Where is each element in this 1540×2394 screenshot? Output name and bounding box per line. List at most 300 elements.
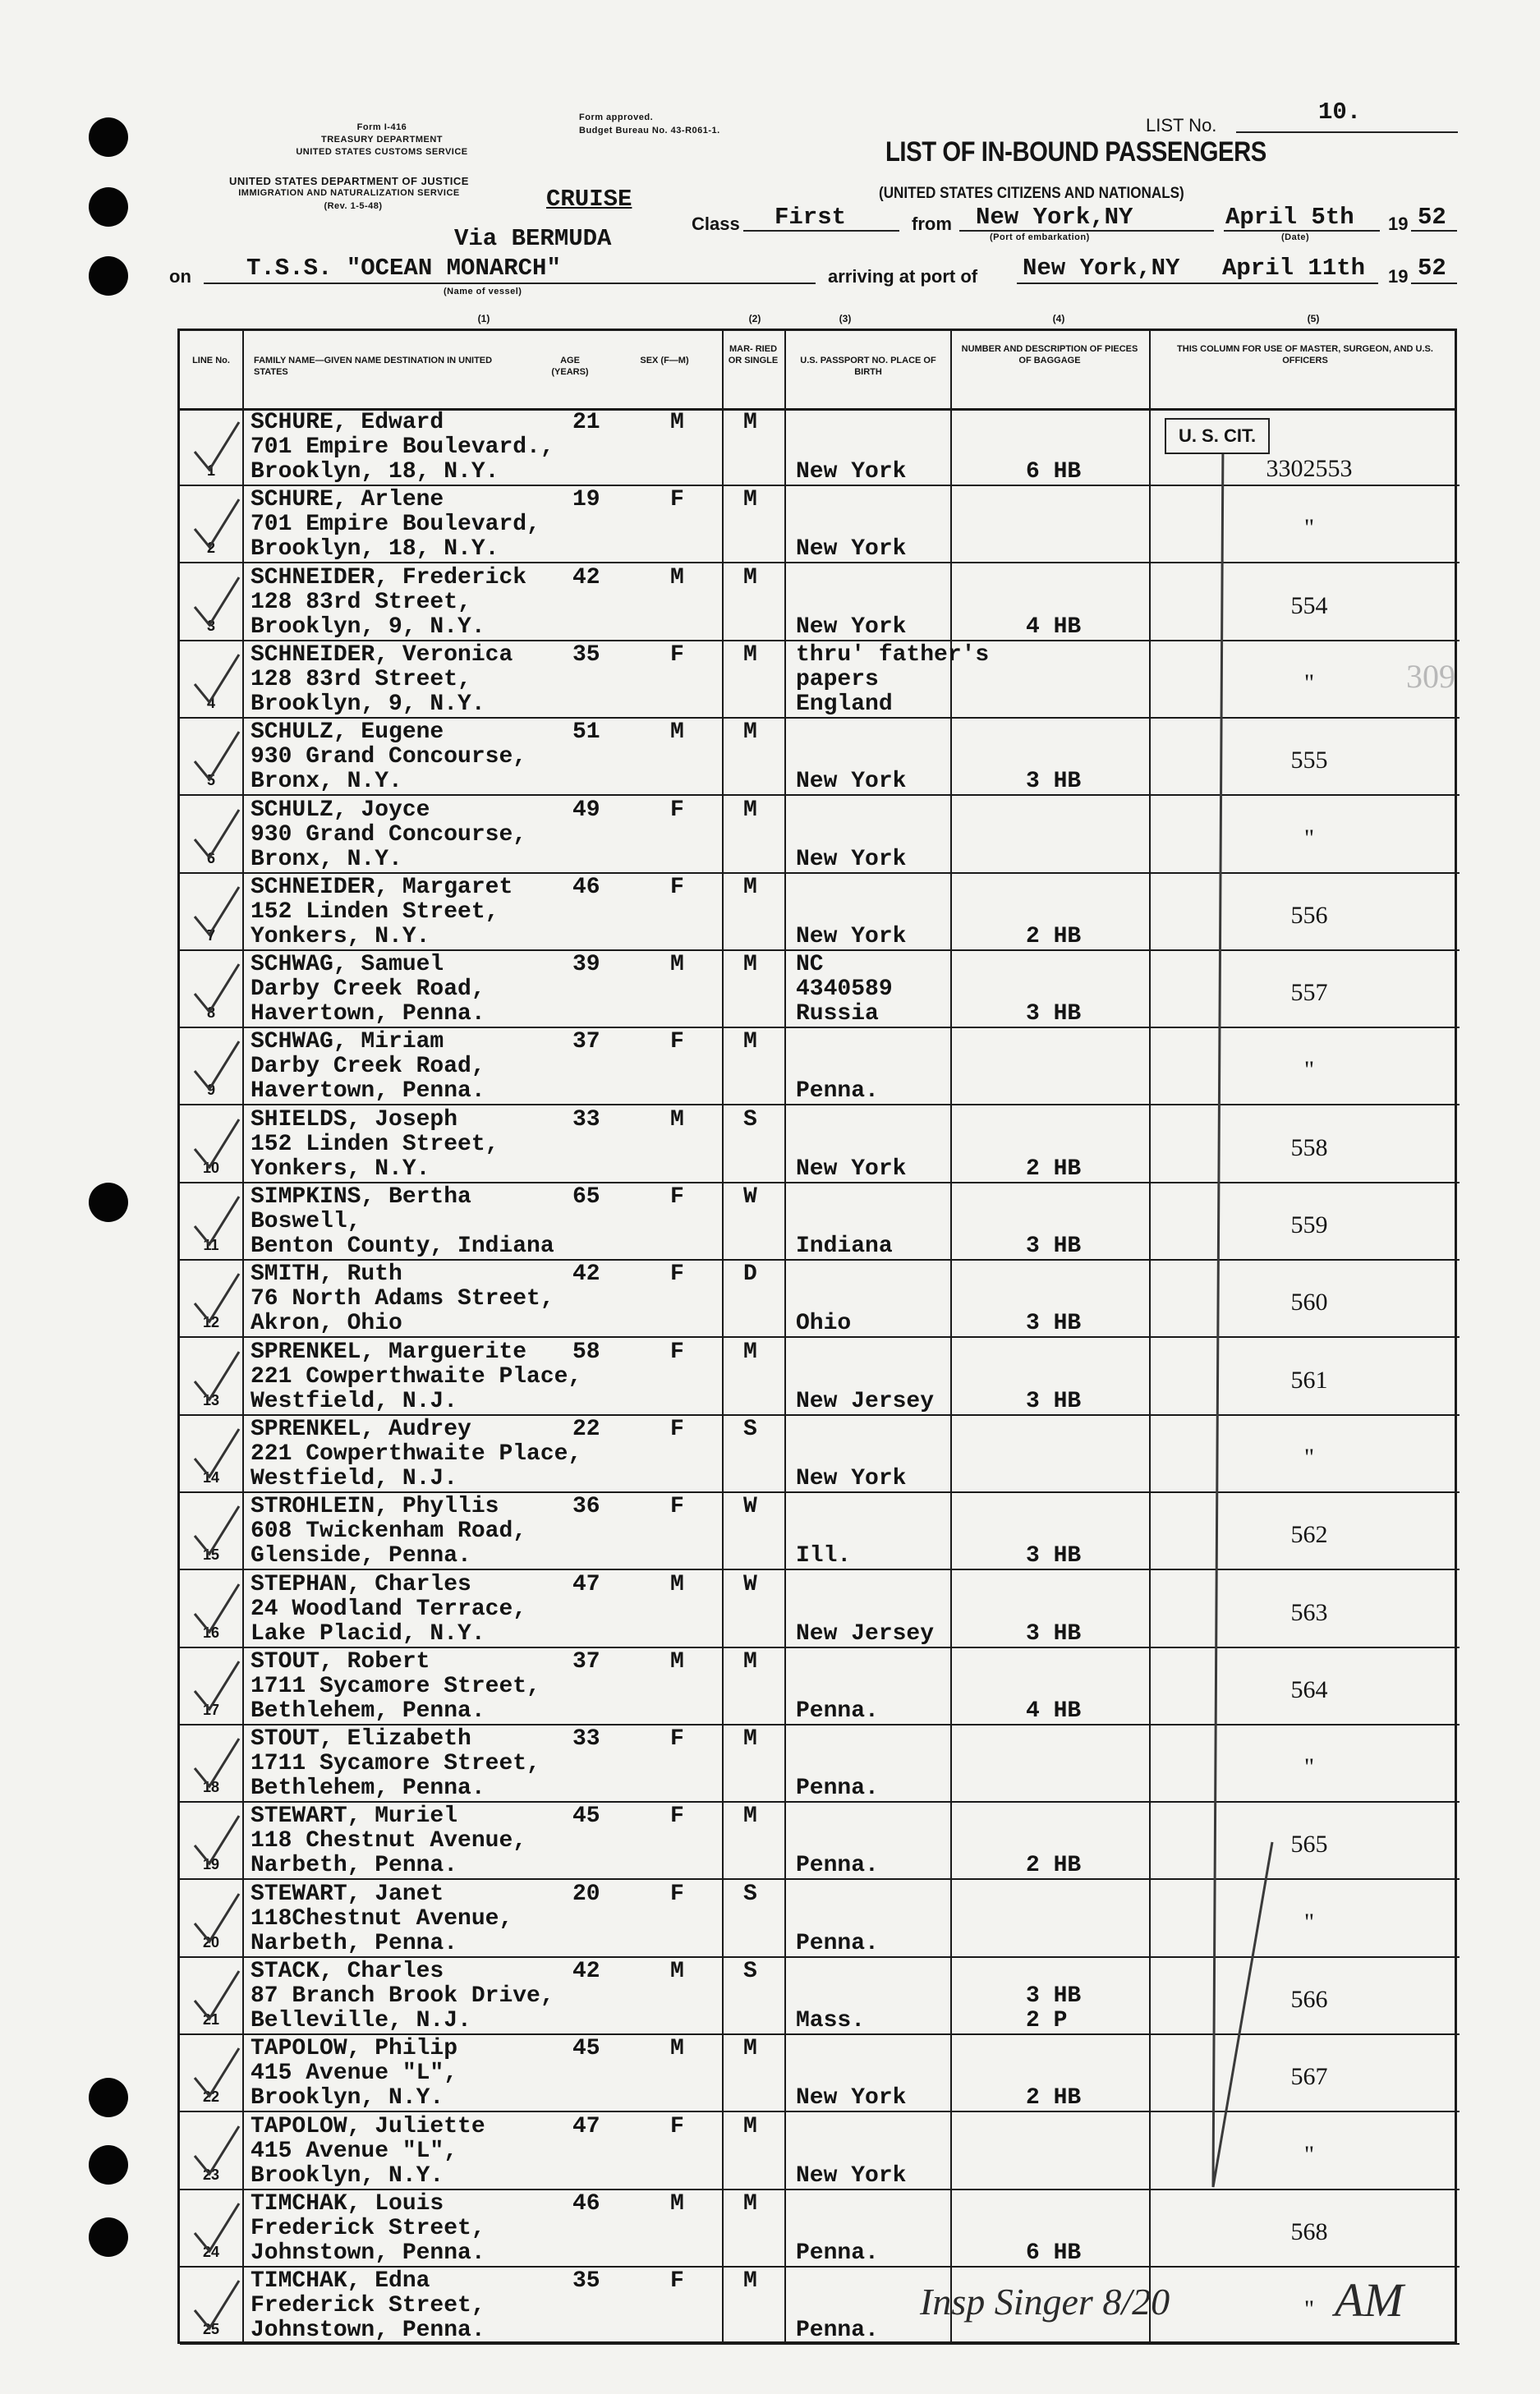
certificate-number: 3302553 <box>1266 455 1353 482</box>
baggage-line-1: 6 HB <box>1026 459 1082 485</box>
address-line-1: 128 83rd Street, <box>251 666 471 692</box>
checkmark-icon <box>191 728 241 786</box>
passenger-name: STROHLEIN, Phyllis <box>251 1494 499 1520</box>
baggage-line-1: 2 HB <box>1026 2085 1082 2111</box>
certificate-number: 563 <box>1290 1598 1328 1626</box>
baggage-line-1: 3 HB <box>1026 1543 1082 1569</box>
address-line-1: 415 Avenue "L", <box>251 2138 458 2164</box>
passenger-name: SCHURE, Arlene <box>251 487 444 513</box>
col-number-4: (4) <box>1052 313 1065 324</box>
passenger-name: SCHNEIDER, Margaret <box>251 874 513 900</box>
from-port: New York,NY <box>976 204 1133 231</box>
header-baggage: NUMBER AND DESCRIPTION OF PIECES OF BAGGAGE <box>961 344 1138 365</box>
list-no-underline <box>1236 131 1458 133</box>
sex-value: F <box>670 1261 684 1288</box>
age-value: 42 <box>572 1261 600 1288</box>
birth-line-2: 4340589 <box>796 976 893 1003</box>
passenger-name: TAPOLOW, Juliette <box>251 2113 485 2139</box>
on-label: on <box>169 266 191 287</box>
form-approved: Form approved. <box>579 113 654 122</box>
address-line-2: Johnstown, Penna. <box>251 2240 485 2266</box>
certificate-number: 562 <box>1290 1521 1328 1549</box>
certificate-number: 565 <box>1290 1831 1328 1859</box>
address-line-2: Bronx, N.Y. <box>251 846 402 872</box>
certificate-number: 568 <box>1290 2217 1328 2245</box>
line-number: 12 <box>202 1314 220 1331</box>
marital-status: M <box>743 487 757 513</box>
certificate-number: 566 <box>1290 1986 1328 2013</box>
age-value: 46 <box>572 2190 600 2217</box>
page-title: LIST OF IN-BOUND PASSENGERS <box>885 136 1266 168</box>
age-value: 65 <box>572 1184 600 1210</box>
birth-place: Russia <box>796 1001 879 1027</box>
address-line-1: Frederick Street, <box>251 2215 485 2241</box>
age-value: 46 <box>572 874 600 900</box>
age-value: 20 <box>572 1881 600 1907</box>
arrival-year-underline <box>1411 283 1457 284</box>
sex-value: M <box>670 410 684 435</box>
marital-status: S <box>743 1106 757 1133</box>
checkmark-icon <box>191 2045 241 2102</box>
header-married: MAR- RIED OR SINGLE <box>728 344 779 365</box>
address-line-1: 221 Cowperthwaite Place, <box>251 1441 582 1467</box>
address-line-2: Brooklyn, 9, N.Y. <box>251 691 485 717</box>
address-line-1: Darby Creek Road, <box>251 976 485 1003</box>
passenger-name: SHIELDS, Joseph <box>251 1106 458 1133</box>
sex-value: F <box>670 1494 684 1520</box>
checkmark-icon <box>191 1349 241 1406</box>
baggage-line-1: 6 HB <box>1026 2240 1082 2266</box>
passenger-name: SCHNEIDER, Veronica <box>251 641 513 668</box>
address-line-1: 415 Avenue "L", <box>251 2061 458 2087</box>
address-line-1: 76 North Adams Street, <box>251 1286 554 1312</box>
binder-hole <box>89 256 128 296</box>
baggage-line-1: 4 HB <box>1026 1698 1082 1724</box>
sex-value: M <box>670 719 684 746</box>
marital-status: M <box>743 2036 757 2062</box>
birth-place: Ohio <box>796 1311 852 1337</box>
address-line-1: 930 Grand Concourse, <box>251 744 527 770</box>
address-line-2: Johnstown, Penna. <box>251 2318 485 2344</box>
vessel-underline <box>204 283 816 284</box>
sex-value: M <box>670 1571 684 1597</box>
baggage-line-1: 3 HB <box>1026 1620 1082 1647</box>
address-line-1: Boswell, <box>251 1209 361 1234</box>
line-number: 13 <box>202 1391 220 1408</box>
address-line-1: Frederick Street, <box>251 2293 485 2319</box>
checkmark-icon <box>191 1581 241 1638</box>
age-value: 37 <box>572 1029 600 1055</box>
birth-place: New York <box>796 1465 907 1491</box>
checkmark-icon <box>191 574 241 632</box>
address-line-1: 152 Linden Street, <box>251 1131 499 1157</box>
baggage-line-1: 3 HB <box>1026 1983 1082 2009</box>
line-number: 6 <box>206 849 215 866</box>
certificate-number: 561 <box>1290 1366 1328 1394</box>
marital-status: M <box>743 1029 757 1055</box>
col-number-2: (2) <box>748 313 761 324</box>
birth-place: New York <box>796 613 907 640</box>
certificate-number: " <box>1303 2295 1315 2323</box>
marital-status: M <box>743 719 757 746</box>
via-label: Via BERMUDA <box>454 225 612 252</box>
marital-status: M <box>743 2268 757 2295</box>
class-label: Class <box>692 214 740 234</box>
passenger-name: SCHWAG, Samuel <box>251 952 444 978</box>
checkmark-icon <box>191 1038 241 1096</box>
address-line-2: Brooklyn, 18, N.Y. <box>251 536 499 563</box>
marital-status: M <box>743 1804 757 1830</box>
marital-status: S <box>743 1959 757 1984</box>
marital-status: S <box>743 1416 757 1442</box>
inspector-signature: Insp Singer 8/20 <box>920 2281 1170 2323</box>
header-sex: SEX (F—M) <box>640 356 689 365</box>
baggage-line-1: 4 HB <box>1026 613 1082 640</box>
certificate-number: 564 <box>1290 1675 1328 1703</box>
line-number: 21 <box>202 2011 220 2028</box>
line-number: 4 <box>206 694 215 711</box>
birth-place: New York <box>796 846 907 872</box>
vessel-name: T.S.S. "OCEAN MONARCH" <box>246 255 561 282</box>
age-value: 42 <box>572 564 600 590</box>
sex-value: F <box>670 797 684 823</box>
sex-value: F <box>670 1339 684 1365</box>
sex-value: F <box>670 487 684 513</box>
departure-date: April 5th <box>1225 204 1354 231</box>
line-number: 24 <box>202 2243 220 2260</box>
line-number: 25 <box>202 2321 220 2338</box>
marital-status: W <box>743 1494 757 1520</box>
margin-stamp-number: 309 <box>1406 658 1455 695</box>
line-number: 15 <box>202 1546 220 1564</box>
certificate-number: " <box>1303 669 1315 696</box>
address-line-2: Westfield, N.J. <box>251 1388 458 1414</box>
sex-value: M <box>670 2190 684 2217</box>
arrival-underline <box>1017 283 1378 284</box>
line-number: 14 <box>202 1468 220 1486</box>
baggage-line-1: 3 HB <box>1026 1001 1082 1027</box>
line-number: 3 <box>206 617 215 634</box>
address-line-2: Brooklyn, N.Y. <box>251 2085 444 2111</box>
baggage-line-1: 3 HB <box>1026 769 1082 795</box>
arrival-port: New York,NY <box>1023 255 1180 282</box>
address-line-2: Brooklyn, 18, N.Y. <box>251 459 499 485</box>
page-subtitle: (UNITED STATES CITIZENS AND NATIONALS) <box>879 185 1184 202</box>
checkmark-icon <box>191 961 241 1018</box>
age-value: 42 <box>572 1959 600 1984</box>
checkmark-icon <box>191 1271 241 1328</box>
line-number: 8 <box>206 1004 215 1022</box>
marital-status: M <box>743 410 757 435</box>
marital-status: M <box>743 797 757 823</box>
marital-status: W <box>743 1571 757 1597</box>
age-value: 47 <box>572 1571 600 1597</box>
sex-value: M <box>670 952 684 978</box>
passenger-name: TIMCHAK, Edna <box>251 2268 430 2295</box>
sex-value: F <box>670 1804 684 1830</box>
sex-value: F <box>670 2113 684 2139</box>
checkmark-icon <box>191 1891 241 1948</box>
sex-value: F <box>670 1184 684 1210</box>
officer-tick-stroke <box>1165 430 1330 2318</box>
line-number: 22 <box>202 2088 220 2106</box>
certificate-number: 559 <box>1290 1211 1328 1238</box>
line-number: 19 <box>202 1856 220 1873</box>
header-age: AGE (YEARS) <box>551 356 589 377</box>
port-embarkation-caption: (Port of embarkation) <box>990 232 1090 242</box>
certificate-number: 567 <box>1290 2063 1328 2091</box>
address-line-1: 118 Chestnut Avenue, <box>251 1828 527 1854</box>
address-line-1: 128 83rd Street, <box>251 589 471 615</box>
checkmark-icon <box>191 1193 241 1251</box>
dept-customs: UNITED STATES CUSTOMS SERVICE <box>296 147 468 157</box>
address-line-2: Benton County, Indiana <box>251 1234 554 1259</box>
certificate-number: 557 <box>1290 979 1328 1007</box>
address-line-2: Akron, Ohio <box>251 1311 402 1337</box>
address-line-1: 1711 Sycamore Street, <box>251 1673 540 1699</box>
certificate-number: 556 <box>1290 901 1328 929</box>
sex-value: F <box>670 874 684 900</box>
line-number: 20 <box>202 1933 220 1951</box>
address-line-1: 701 Empire Boulevard., <box>251 434 554 460</box>
line-number: 11 <box>203 1237 219 1253</box>
address-line-2: Havertown, Penna. <box>251 1078 485 1105</box>
checkmark-icon <box>191 1658 241 1716</box>
passenger-name: STEPHAN, Charles <box>251 1571 471 1597</box>
birth-line-1: NC <box>796 952 824 978</box>
age-value: 49 <box>572 797 600 823</box>
age-value: 47 <box>572 2113 600 2139</box>
col-number-3: (3) <box>839 313 852 324</box>
age-value: 33 <box>572 1106 600 1133</box>
age-value: 37 <box>572 1648 600 1675</box>
age-value: 22 <box>572 1416 600 1442</box>
dept-justice: UNITED STATES DEPARTMENT OF JUSTICE <box>229 175 469 187</box>
checkmark-icon <box>191 1735 241 1793</box>
birth-place: New Jersey <box>796 1388 935 1414</box>
row-divider <box>180 2343 1460 2345</box>
marital-status: M <box>743 874 757 900</box>
address-line-1: 1711 Sycamore Street, <box>251 1751 540 1777</box>
age-value: 35 <box>572 2268 600 2295</box>
age-value: 45 <box>572 2036 600 2062</box>
address-line-2: Brooklyn, 9, N.Y. <box>251 613 485 640</box>
passenger-table <box>177 313 1457 2344</box>
birth-place: New York <box>796 459 907 485</box>
line-number: 7 <box>206 926 215 944</box>
age-value: 39 <box>572 952 600 978</box>
marital-status: W <box>743 1184 757 1210</box>
marital-status: D <box>743 1261 757 1288</box>
dept-treasury: TREASURY DEPARTMENT <box>320 135 444 145</box>
certificate-number: 560 <box>1290 1289 1328 1316</box>
birth-place: New Jersey <box>796 1620 935 1647</box>
sex-value: F <box>670 641 684 668</box>
passenger-name: SMITH, Ruth <box>251 1261 402 1288</box>
certificate-number: 555 <box>1290 747 1328 774</box>
address-line-2: Lake Placid, N.Y. <box>251 1620 485 1647</box>
baggage-line-1: 3 HB <box>1026 1311 1082 1337</box>
checkmark-icon <box>191 806 241 864</box>
certificate-number: 554 <box>1290 591 1328 619</box>
passenger-name: SPRENKEL, Marguerite <box>251 1339 527 1365</box>
age-value: 19 <box>572 487 600 513</box>
passenger-name: STACK, Charles <box>251 1959 444 1984</box>
certificate-number: " <box>1303 514 1315 542</box>
us-citizen-stamp: U. S. CIT. <box>1165 418 1270 454</box>
binder-hole <box>89 2217 128 2257</box>
certificate-number: " <box>1303 1753 1315 1781</box>
birth-place: Penna. <box>796 1776 879 1802</box>
checkmark-icon <box>191 1503 241 1560</box>
birth-place: New York <box>796 1156 907 1182</box>
address-line-2: Belleville, N.J. <box>251 2008 471 2033</box>
form-number: Form I-416 <box>356 122 407 132</box>
baggage-line-1: 2 HB <box>1026 1853 1082 1879</box>
birth-line-1: thru' father's <box>796 641 990 668</box>
sex-value: M <box>670 1959 684 1984</box>
birth-line-2: papers <box>796 666 879 692</box>
baggage-line-1: 3 HB <box>1026 1388 1082 1414</box>
age-value: 45 <box>572 1804 600 1830</box>
sex-value: M <box>670 1648 684 1675</box>
departure-year: 52 <box>1418 204 1446 231</box>
passenger-name: STOUT, Robert <box>251 1648 430 1675</box>
birth-place: Penna. <box>796 2318 879 2344</box>
binder-hole <box>89 1183 128 1222</box>
passenger-name: SPRENKEL, Audrey <box>251 1416 471 1442</box>
list-number: 10. <box>1318 99 1362 126</box>
address-line-1: 87 Branch Brook Drive, <box>251 1983 554 2009</box>
vessel-caption: (Name of vessel) <box>444 287 522 296</box>
age-value: 33 <box>572 1726 600 1753</box>
birth-place: New York <box>796 2085 907 2111</box>
birth-place: New York <box>796 923 907 949</box>
arriving-label: arriving at port of <box>828 266 978 287</box>
address-line-2: Brooklyn, N.Y. <box>251 2162 444 2189</box>
birth-place: Ill. <box>796 1543 852 1569</box>
certificate-number: " <box>1303 824 1315 852</box>
from-label: from <box>912 214 952 234</box>
form-revision: (Rev. 1-5-48) <box>324 201 383 211</box>
birth-place: Penna. <box>796 1698 879 1724</box>
dept-ins: IMMIGRATION AND NATURALIZATION SERVICE <box>238 188 460 198</box>
line-number: 2 <box>206 540 215 557</box>
col-number-1: (1) <box>477 313 490 324</box>
line-number: 17 <box>202 1701 220 1718</box>
binder-hole <box>89 2145 128 2185</box>
cruise-label: CRUISE <box>546 186 632 213</box>
sex-value: M <box>670 1106 684 1133</box>
line-number: 5 <box>206 772 215 789</box>
checkmark-icon <box>191 419 241 476</box>
binder-hole <box>89 2078 128 2117</box>
birth-place: New York <box>796 769 907 795</box>
marital-status: M <box>743 2113 757 2139</box>
arrival-date: April 11th <box>1222 255 1366 282</box>
certificate-number: " <box>1303 1056 1315 1084</box>
birth-place: Penna. <box>796 2240 879 2266</box>
age-value: 58 <box>572 1339 600 1365</box>
date-caption: (Date) <box>1281 232 1310 242</box>
passenger-name: STEWART, Muriel <box>251 1804 458 1830</box>
birth-place: Penna. <box>796 1853 879 1879</box>
sex-value: M <box>670 564 684 590</box>
address-line-2: Havertown, Penna. <box>251 1001 485 1027</box>
passenger-name: STOUT, Elizabeth <box>251 1726 471 1753</box>
budget-bureau: Budget Bureau No. 43-R061-1. <box>579 126 720 136</box>
baggage-line-1: 2 HB <box>1026 923 1082 949</box>
address-line-1: 608 Twickenham Road, <box>251 1519 527 1545</box>
sex-value: F <box>670 1416 684 1442</box>
address-line-2: Bethlehem, Penna. <box>251 1698 485 1724</box>
marital-status: M <box>743 1339 757 1365</box>
birth-place: Penna. <box>796 1078 879 1105</box>
sex-value: F <box>670 1881 684 1907</box>
passenger-name: TAPOLOW, Philip <box>251 2036 458 2062</box>
line-number: 16 <box>202 1624 220 1641</box>
address-line-1: 701 Empire Boulevard, <box>251 512 540 538</box>
birth-place: New York <box>796 2162 907 2189</box>
checkmark-icon <box>191 496 241 554</box>
certificate-number: " <box>1303 1908 1315 1936</box>
passenger-name: SCHWAG, Miriam <box>251 1029 444 1055</box>
passenger-name: TIMCHAK, Louis <box>251 2190 444 2217</box>
baggage-line-2: 2 P <box>1026 2008 1068 2033</box>
passenger-name: STEWART, Janet <box>251 1881 444 1907</box>
certificate-number: " <box>1303 2140 1315 2168</box>
marital-status: S <box>743 1881 757 1907</box>
passenger-name: SCHNEIDER, Frederick <box>251 564 527 590</box>
line-number: 1 <box>206 462 215 479</box>
departure-year-prefix: 19 <box>1388 214 1409 234</box>
checkmark-icon <box>191 2123 241 2180</box>
sex-value: F <box>670 1029 684 1055</box>
address-line-1: 221 Cowperthwaite Place, <box>251 1363 582 1390</box>
checkmark-icon <box>191 1116 241 1174</box>
header-officers: THIS COLUMN FOR USE OF MASTER, SURGEON, AND U.S. OFFICERS <box>1177 344 1433 365</box>
arrival-year: 52 <box>1418 255 1446 282</box>
checkmark-icon <box>191 1813 241 1870</box>
address-line-1: 24 Woodland Terrace, <box>251 1596 527 1622</box>
birth-place: New York <box>796 536 907 563</box>
age-value: 51 <box>572 719 600 746</box>
checkmark-icon <box>191 884 241 941</box>
age-value: 35 <box>572 641 600 668</box>
address-line-2: Narbeth, Penna. <box>251 1853 458 1879</box>
address-line-1: 152 Linden Street, <box>251 898 499 925</box>
checkmark-icon <box>191 2277 241 2335</box>
marital-status: M <box>743 564 757 590</box>
certificate-number: 558 <box>1290 1133 1328 1161</box>
line-number: 18 <box>202 1779 220 1796</box>
address-line-2: Bethlehem, Penna. <box>251 1776 485 1802</box>
address-line-1: 118Chestnut Avenue, <box>251 1905 513 1932</box>
checkmark-icon <box>191 1426 241 1483</box>
birth-place: Mass. <box>796 2008 866 2033</box>
birth-place: Penna. <box>796 1930 879 1956</box>
col-number-5: (5) <box>1307 313 1320 324</box>
line-number: 23 <box>202 2166 220 2183</box>
binder-hole <box>89 187 128 227</box>
checkmark-icon <box>191 1968 241 2025</box>
arrival-year-prefix: 19 <box>1388 266 1409 287</box>
birth-place: Indiana <box>796 1234 893 1259</box>
inspector-initials: AM <box>1335 2273 1404 2327</box>
marital-status: M <box>743 2190 757 2217</box>
address-line-1: 930 Grand Concourse, <box>251 821 527 848</box>
sex-value: F <box>670 2268 684 2295</box>
